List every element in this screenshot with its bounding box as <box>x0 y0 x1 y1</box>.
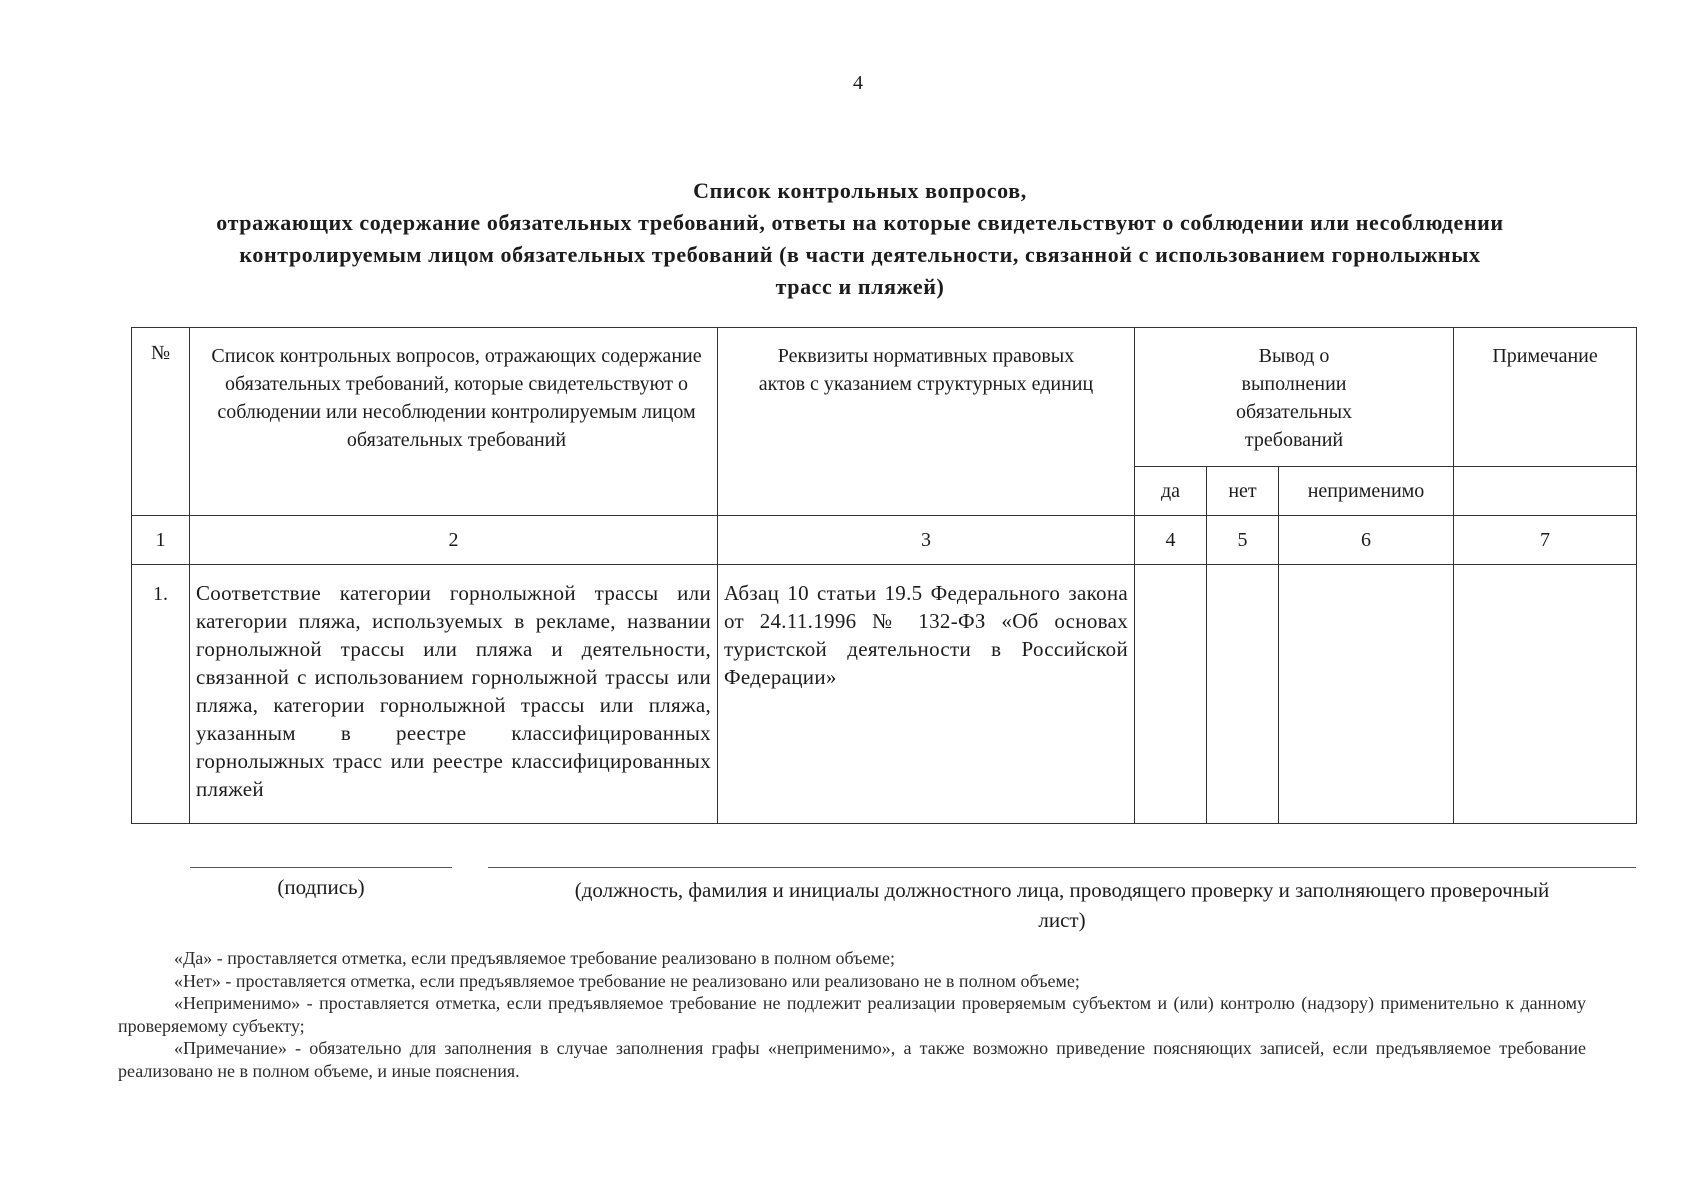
column-index-row <box>132 516 1637 565</box>
legend-notes <box>118 947 1586 1082</box>
note-no: «Нет» - проставляется отметка, если предъявляемое требование не реализовано или реализовано не в полном объеме; <box>174 970 1080 991</box>
row-question: Соответствие категории горнолыжной трассы или категории пляжа, используемых в рекламе, названии горнолыжной трассы или пляжа и деятельности, связанной с использованием горнолыжной трассы или пляжа, категории горнолыжной трассы или пляжа, указанным в реестре классифицированных горнолыжных трасс или реестре классифицированных пляжей <box>190 565 718 824</box>
header-not-applicable: неприменимо <box>1279 467 1454 516</box>
row-no-cell[interactable] <box>1207 565 1279 824</box>
official-caption-line-1: (должность, фамилия и инициалы должностного лица, проводящего проверку и заполняющего проверочный <box>574 878 1550 902</box>
header-number: № <box>132 328 190 516</box>
title-line-4: трасс и пляжей) <box>775 274 945 299</box>
page-number: 4 <box>853 72 863 94</box>
title-line-1: Список контрольных вопросов, <box>693 178 1027 203</box>
header-yes: да <box>1135 467 1207 516</box>
column-index: 1 <box>132 516 190 565</box>
row-yes-cell[interactable] <box>1135 565 1207 824</box>
note-yes: «Да» - проставляется отметка, если предъявляемое требование реализовано в полном объеме; <box>174 948 895 968</box>
header-requisites: Реквизиты нормативных правовых актов с указанием структурных единиц <box>718 328 1135 516</box>
note-not-applicable: «Неприменимо» - проставляется отметка, если предъявляемое требование не подлежит реализации проверяемым субъектом и (или) контролю (надзору) применительно к данному проверяемому субъекту; <box>118 993 1586 1036</box>
column-index: 6 <box>1279 516 1454 565</box>
note-remark: «Примечание» - обязательно для заполнения в случае заполнения графы «неприменимо», а также возможно приведение поясняющих записей, если предъявляемое требование реализовано не в полном объеме, и иные пояснения. <box>118 1038 1586 1081</box>
column-index: 5 <box>1207 516 1279 565</box>
header-row <box>132 328 1637 467</box>
header-note: Примечание <box>1454 328 1637 467</box>
official-name-line <box>488 867 1636 868</box>
column-index: 2 <box>190 516 718 565</box>
signature-caption: (подпись) <box>277 875 365 899</box>
row-not-applicable-cell[interactable] <box>1279 565 1454 824</box>
column-index: 3 <box>718 516 1135 565</box>
header-conclusion: Вывод о выполнении обязательных требований <box>1135 328 1454 467</box>
table-row <box>132 565 1637 824</box>
header-no: нет <box>1207 467 1279 516</box>
row-note-cell[interactable] <box>1454 565 1637 824</box>
row-requisite: Абзац 10 статьи 19.5 Федерального закона от 24.11.1996 № 132-ФЗ «Об основах туристской деятельности в Российской Федерации» <box>718 565 1135 824</box>
column-index: 4 <box>1135 516 1207 565</box>
document-title <box>110 175 1610 303</box>
official-caption-line-2: лист) <box>1038 908 1086 932</box>
column-index: 7 <box>1454 516 1637 565</box>
title-line-2: отражающих содержание обязательных требований, ответы на которые свидетельствуют о соблюдении или несоблюдении <box>216 210 1504 235</box>
signature-line <box>190 867 452 868</box>
header-note-empty <box>1454 467 1637 516</box>
checklist-table <box>131 327 1637 824</box>
header-questions: Список контрольных вопросов, отражающих содержание обязательных требований, которые свидетельствуют о соблюдении или несоблюдении контролируемым лицом обязательных требований <box>190 328 718 516</box>
official-caption <box>488 875 1636 935</box>
row-number: 1. <box>132 565 190 824</box>
title-line-3: контролируемым лицом обязательных требований (в части деятельности, связанной с использованием горнолыжных <box>239 242 1481 267</box>
